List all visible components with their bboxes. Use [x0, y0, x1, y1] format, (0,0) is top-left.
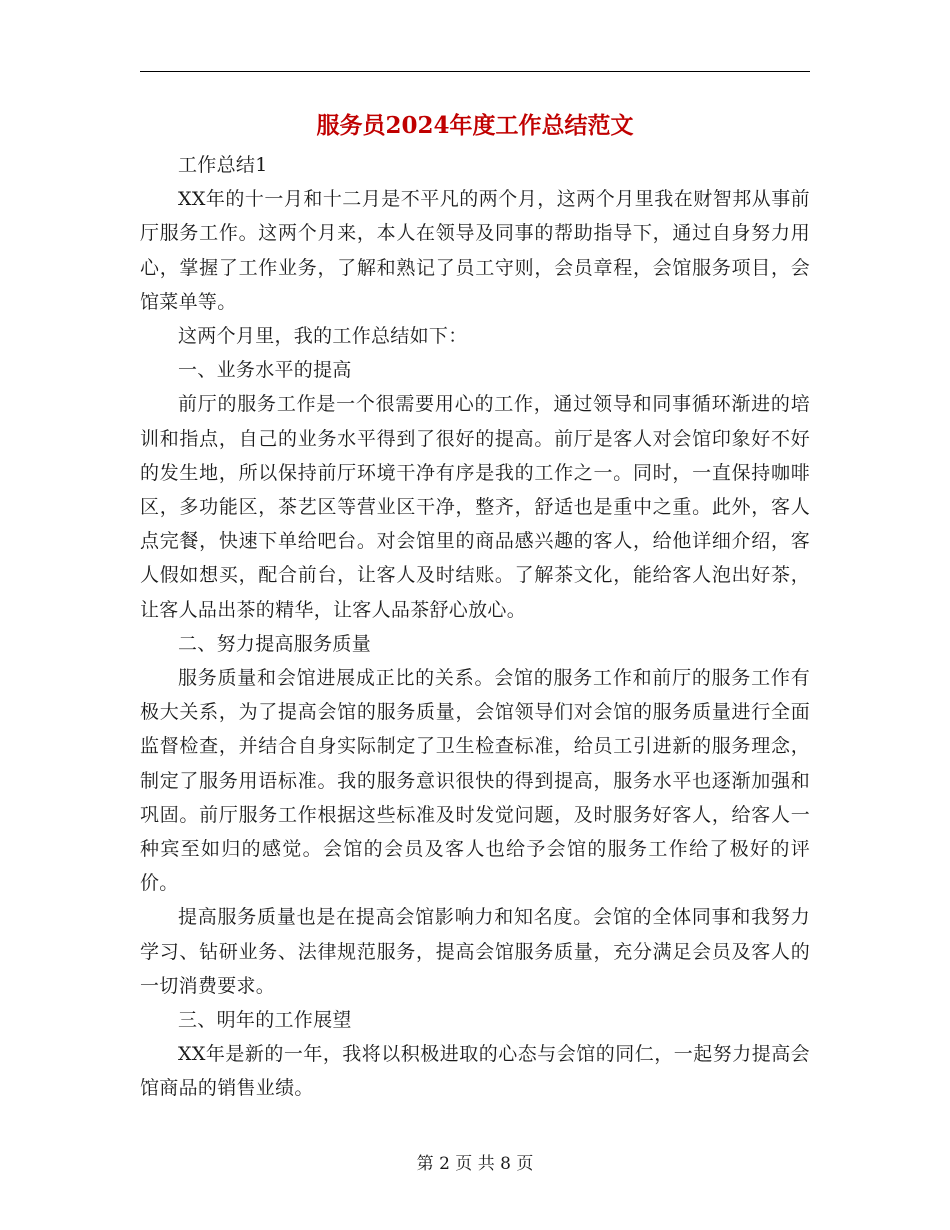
page-number-footer: 第 2 页 共 8 页	[416, 1154, 534, 1174]
intro-paragraph: XX年的十一月和十二月是不平凡的两个月，这两个月里我在财智邦从事前厅服务工作。这两个月来，本人在领导及同事的帮助指导下，通过自身努力用心，掌握了工作业务，了解和熟记了员工守则，会员章程，会馆服务项目，会馆菜单等。	[140, 188, 810, 313]
next-year-paragraph: XX年是新的一年，我将以积极进取的心态与会馆的同仁，一起努力提高会馆商品的销售业绩。	[140, 1043, 810, 1100]
heading-service-quality: 二、努力提高服务质量	[178, 632, 372, 655]
header-rule	[140, 71, 810, 72]
influence-paragraph: 提高服务质量也是在提高会馆影响力和知名度。会馆的全体同事和我努力学习、钻研业务、法律规范服务，提高会馆服务质量，充分满足会员及客人的一切消费要求。	[140, 906, 810, 997]
service-quality-paragraph: 服务质量和会馆进展成正比的关系。会馆的服务工作和前厅的服务工作有极大关系，为了提高会馆的服务质量，会馆领导们对会馆的服务质量进行全面监督检查，并结合自身实际制定了卫生检查标准，给员工引进新的服务理念，制定了服务用语标准。我的服务意识很快的得到提高，服务水平也逐渐加强和巩固。前厅服务工作根据这些标准及时发觉问题，及时服务好客人，给客人一种宾至如归的感觉。会馆的会员及客人也给予会馆的服务工作给了极好的评价。	[140, 667, 810, 895]
document-title: 服务员2024年度工作总结范文	[316, 112, 634, 139]
summary-lead: 这两个月里，我的工作总结如下：	[178, 325, 468, 348]
document-body	[140, 148, 810, 1106]
heading-business-level: 一、业务水平的提高	[178, 359, 352, 382]
business-level-paragraph: 前厅的服务工作是一个很需要用心的工作，通过领导和同事循环渐进的培训和指点，自己的业务水平得到了很好的提高。前厅是客人对会馆印象好不好的发生地，所以保持前厅环境干净有序是我的工作之一。同时，一直保持咖啡区，多功能区，茶艺区等营业区干净，整齐，舒适也是重中之重。此外，客人点完餐，快速下单给吧台。对会馆里的商品感兴趣的客人，给他详细介绍，客人假如想买，配合前台，让客人及时结账。了解茶文化，能给客人泡出好茶，让客人品出茶的精华，让客人品茶舒心放心。	[140, 393, 810, 621]
section-label: 工作总结1	[178, 154, 268, 176]
heading-next-year: 三、明年的工作展望	[178, 1009, 352, 1032]
